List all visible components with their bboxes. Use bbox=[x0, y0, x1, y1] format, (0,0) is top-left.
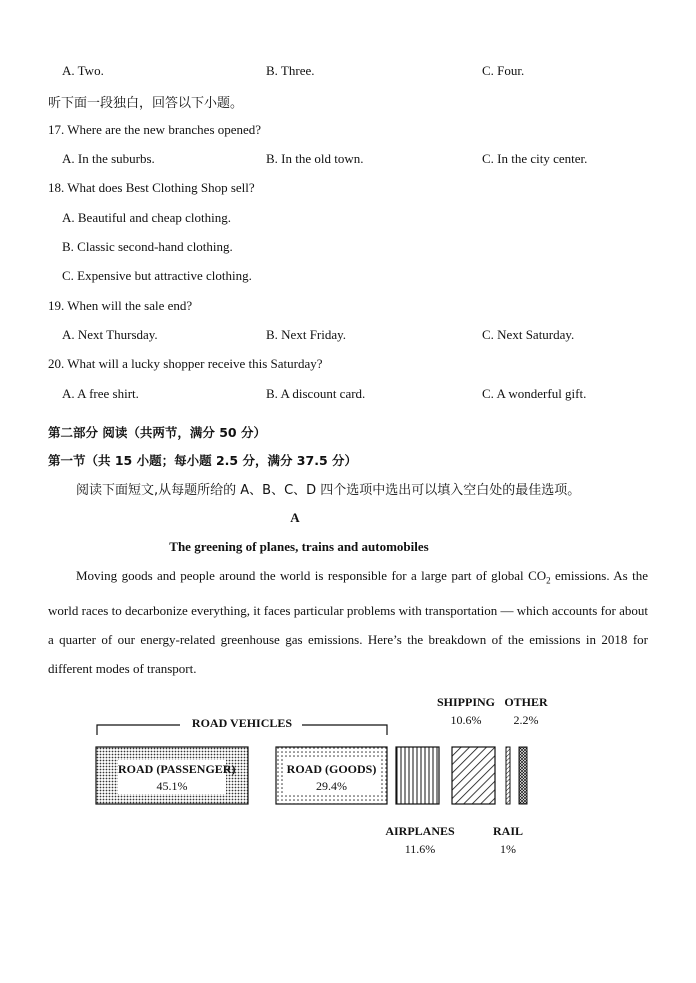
q19-option-b: B. Next Friday. bbox=[266, 327, 347, 342]
q17-option-a: A. In the suburbs. bbox=[62, 151, 155, 166]
transport-emissions-chart bbox=[0, 690, 696, 865]
other-label: OTHER bbox=[504, 695, 548, 709]
question-17-stem: 17. Where are the new branches opened? bbox=[48, 122, 262, 137]
q18-option-a: A. Beautiful and cheap clothing. bbox=[62, 210, 231, 225]
q18-option-c: C. Expensive but attractive clothing. bbox=[62, 268, 252, 283]
q19-option-a: A. Next Thursday. bbox=[62, 327, 158, 342]
paragraph-text-1: Moving goods and people around the world is responsible for a large part of global CO bbox=[76, 568, 547, 583]
bar-other bbox=[519, 747, 527, 804]
question-20-stem: 20. What will a lucky shopper receive this Saturday? bbox=[48, 356, 323, 371]
bar-airplanes bbox=[396, 747, 439, 804]
road-passenger-label: ROAD (PASSENGER) bbox=[118, 762, 236, 776]
section1-heading: 第一节（共 15 小题；每小题 2.5 分，满分 37.5 分） bbox=[48, 453, 357, 468]
q20-option-c: C. A wonderful gift. bbox=[482, 386, 587, 401]
paragraph-text-2: emissions. As the world races to decarbonize everything, it faces particular problems with transportation — which accounts for about a quarter of our energy-related greenhouse gas emissions. Here’s the breakdown of the emissions in 2018 for different modes of transport. bbox=[48, 568, 648, 676]
road-vehicles-label: ROAD VEHICLES bbox=[191, 716, 293, 730]
shipping-label: SHIPPING bbox=[436, 695, 495, 709]
rail-label: RAIL bbox=[492, 824, 523, 838]
q18-option-b: B. Classic second-hand clothing. bbox=[62, 239, 233, 254]
airplanes-value: 11.6% bbox=[404, 842, 436, 856]
q17-option-b: B. In the old town. bbox=[266, 151, 364, 166]
passage-paragraph bbox=[48, 561, 648, 683]
paragraph-subscript: 2 bbox=[546, 575, 551, 586]
part2-heading: 第二部分 阅读（共两节，满分 50 分） bbox=[48, 425, 266, 440]
road-passenger-value: 45.1% bbox=[156, 779, 188, 793]
road-goods-label: ROAD (GOODS) bbox=[286, 762, 377, 776]
passage-title: The greening of planes, trains and automobiles bbox=[169, 539, 429, 554]
shipping-value: 10.6% bbox=[450, 713, 482, 727]
question-18-stem: 18. What does Best Clothing Shop sell? bbox=[48, 180, 255, 195]
bar-rail bbox=[506, 747, 510, 804]
q16-option-a: A. Two. bbox=[62, 63, 104, 78]
q20-option-a: A. A free shirt. bbox=[62, 386, 139, 401]
bar-shipping bbox=[452, 747, 495, 804]
reading-instruction: 阅读下面短文,从每题所给的 A、B、C、D 四个选项中选出可以填入空白处的最佳选项。 bbox=[76, 483, 581, 498]
airplanes-label: AIRPLANES bbox=[385, 824, 455, 838]
rail-value: 1% bbox=[500, 842, 516, 856]
q19-option-c: C. Next Saturday. bbox=[482, 327, 575, 342]
other-value: 2.2% bbox=[513, 713, 539, 727]
q17-option-c: C. In the city center. bbox=[482, 151, 588, 166]
q20-option-b: B. A discount card. bbox=[266, 386, 366, 401]
question-19-stem: 19. When will the sale end? bbox=[48, 298, 193, 313]
q16-option-c: C. Four. bbox=[482, 63, 525, 78]
road-goods-value: 29.4% bbox=[316, 779, 347, 793]
monologue-instruction: 听下面一段独白，回答以下小题。 bbox=[48, 96, 244, 111]
passage-letter: A bbox=[290, 510, 300, 525]
q16-option-b: B. Three. bbox=[266, 63, 315, 78]
